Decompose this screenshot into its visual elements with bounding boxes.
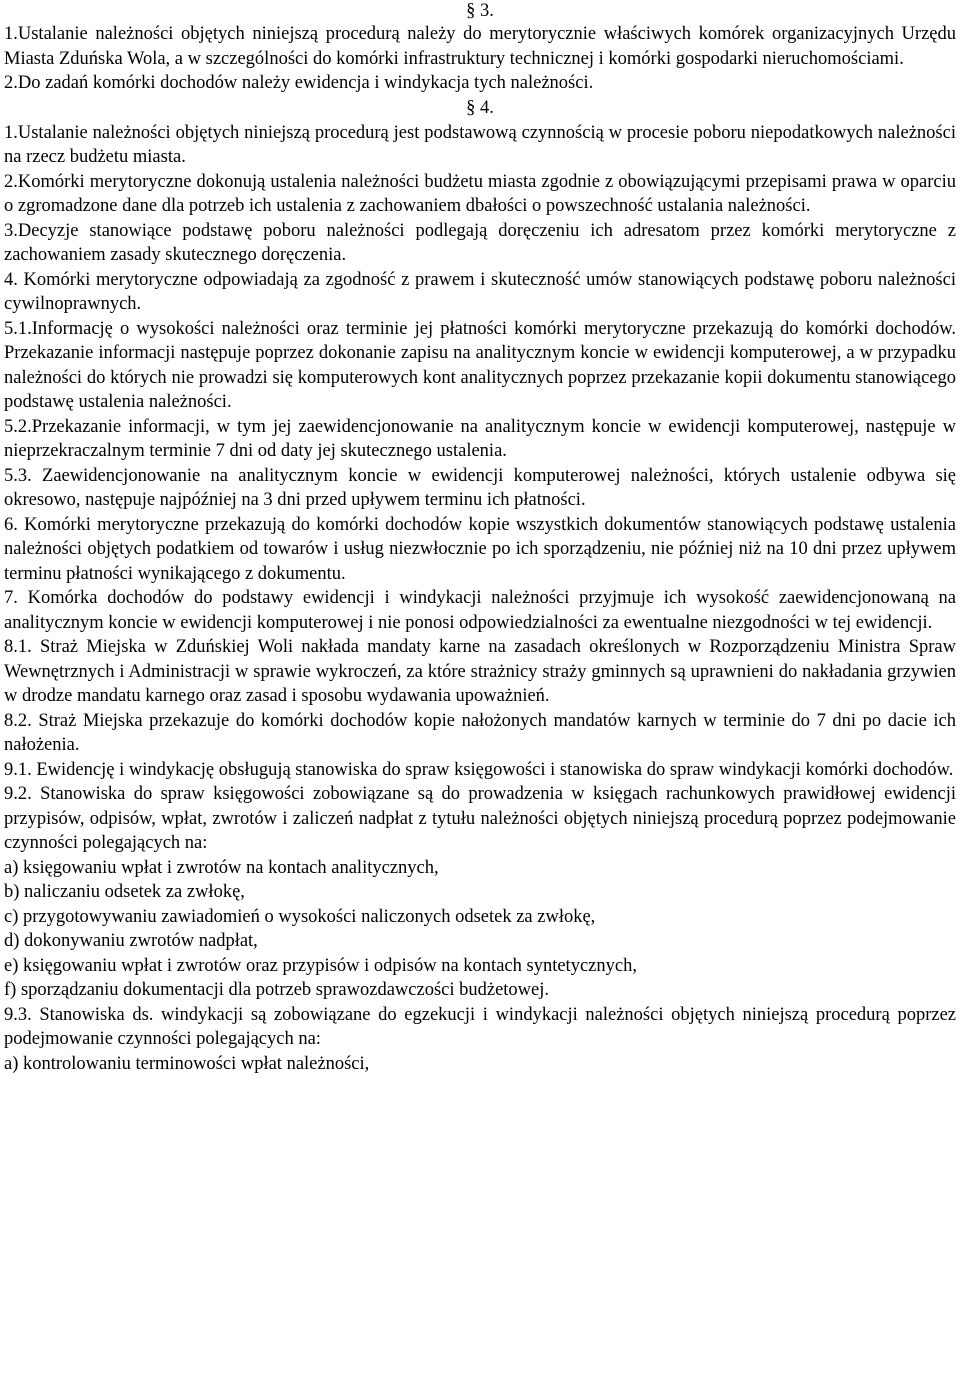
section-4-paragraph-3: 3.Decyzje stanowiące podstawę poboru należności podlegają doręczeniu ich adresatom przez komórki merytoryczne z zachowaniem zasady skutecznego doręczenia. (4, 220, 956, 265)
section-4-paragraph-6: 6. Komórki merytoryczne przekazują do komórki dochodów kopie wszystkich dokumentów stanowiących podstawę ustalenia należności objętych podatkiem od towarów i usług niezwłocznie po ich sporządzeniu, nie później niż na 10 dni przez upływem terminu płatności wynikającego z dokumentu. (4, 514, 956, 584)
list-item-a: a) księgowaniu wpłat i zwrotów na kontach analitycznych, (4, 857, 439, 878)
section-4-paragraph-1: 1.Ustalanie należności objętych niniejszą procedurą jest podstawową czynnością w procesie poboru niepodatkowych należności na rzecz budżetu miasta. (4, 122, 956, 167)
list-item-c: c) przygotowywaniu zawiadomień o wysokości naliczonych odsetek za zwłokę, (4, 906, 596, 927)
section-4-paragraph-9-1: 9.1. Ewidencję i windykację obsługują stanowiska do spraw księgowości i stanowiska do spraw windykacji komórki dochodów. (4, 759, 954, 780)
section-3-paragraph-1: 1.Ustalanie należności objętych niniejszą procedurą należy do merytorycznie właściwych komórek organizacyjnych Urzędu Miasta Zduńska Wola, a w szczególności do komórki infrastruktury technicznej i komórki gospodarki nieruchomościami. (4, 24, 956, 69)
section-3-paragraph-2: 2.Do zadań komórki dochodów należy ewidencja i windykacja tych należności. (4, 73, 594, 93)
section-4-paragraph-9-3: 9.3. Stanowiska ds. windykacji są zobowiązane do egzekucji i windykacji należności objętych niniejszą procedurą poprzez podejmowanie czynności polegających na: (4, 1004, 956, 1049)
section-4-paragraph-2: 2.Komórki merytoryczne dokonują ustalenia należności budżetu miasta zgodnie z obowiązującymi przepisami prawa w oparciu o zgromadzone dane dla potrzeb ich ustalenia z zachowaniem dbałości o powszechność ustalania należności. (4, 171, 956, 216)
section-4-paragraph-8-1: 8.1. Straż Miejska w Zduńskiej Woli nakłada mandaty karne na zasadach określonych w Rozporządzeniu Ministra Spraw Wewnętrznych i Administracji w sprawie wykroczeń, za które strażnicy straży gminnych są uprawnieni do nakładania grzywien w drodze mandatu karnego oraz zasad i sposobu wydawania upoważnień. (4, 637, 956, 706)
list-item-e: e) księgowaniu wpłat i zwrotów oraz przypisów i odpisów na kontach syntetycznych, (4, 955, 637, 976)
list-item-d: d) dokonywaniu zwrotów nadpłat, (4, 931, 258, 951)
section-4-paragraph-4: 4. Komórki merytoryczne odpowiadają za zgodność z prawem i skuteczność umów stanowiących podstawę poboru należności cywilnoprawnych. (4, 269, 956, 314)
section-4-paragraph-5-1: 5.1.Informację o wysokości należności oraz terminie jej płatności komórki merytoryczne przekazują do komórki dochodów. Przekazanie informacji następuje poprzez dokonanie zapisu na analitycznym koncie w ewidencji komputerowej, a w przypadku należności do których nie prowadzi się komputerowych kont analitycznych poprzez przekazanie kopii dokumentu stanowiącego podstawę ustalenia należności. (4, 318, 956, 412)
section-4-heading: § 4. (466, 97, 494, 118)
list-item-f: f) sporządzaniu dokumentacji dla potrzeb sprawozdawczości budżetowej. (4, 980, 550, 1000)
section-4-paragraph-7: 7. Komórka dochodów do podstawy ewidencji i windykacji należności przyjmuje ich wysokość zaewidencjonowaną na analitycznym koncie w ewidencji komputerowej i nie ponosi odpowiedzialności za ewentualne niezgodności w tej ewidencji. (4, 588, 956, 633)
document-page (4, 0, 956, 1076)
section-3-heading: § 3. (466, 1, 494, 21)
list2-item-a: a) kontrolowaniu terminowości wpłat należności, (4, 1053, 370, 1074)
list-item-b: b) naliczaniu odsetek za zwłokę, (4, 882, 245, 902)
section-4-paragraph-5-2: 5.2.Przekazanie informacji, w tym jej zaewidencjonowanie na analitycznym koncie w ewidencji komputerowej, następuje w nieprzekraczalnym terminie 7 dni od daty jej skutecznego ustalenia. (4, 416, 956, 461)
section-4-paragraph-5-3: 5.3. Zaewidencjonowanie na analitycznym koncie w ewidencji komputerowej należności, których ustalenie odbywa się okresowo, następuje najpóźniej na 3 dni przed upływem terminu ich płatności. (4, 465, 956, 510)
section-4-paragraph-9-2: 9.2. Stanowiska do spraw księgowości zobowiązane są do prowadzenia w księgach rachunkowych prawidłowej ewidencji przypisów, odpisów, wpłat, zwrotów i zaliczeń nadpłat z tytułu należności objętych niniejszą procedurą poprzez podejmowanie czynności polegających na: (4, 784, 956, 853)
section-4-paragraph-8-2: 8.2. Straż Miejska przekazuje do komórki dochodów kopie nałożonych mandatów karnych w terminie do 7 dni po dacie ich nałożenia. (4, 710, 956, 755)
